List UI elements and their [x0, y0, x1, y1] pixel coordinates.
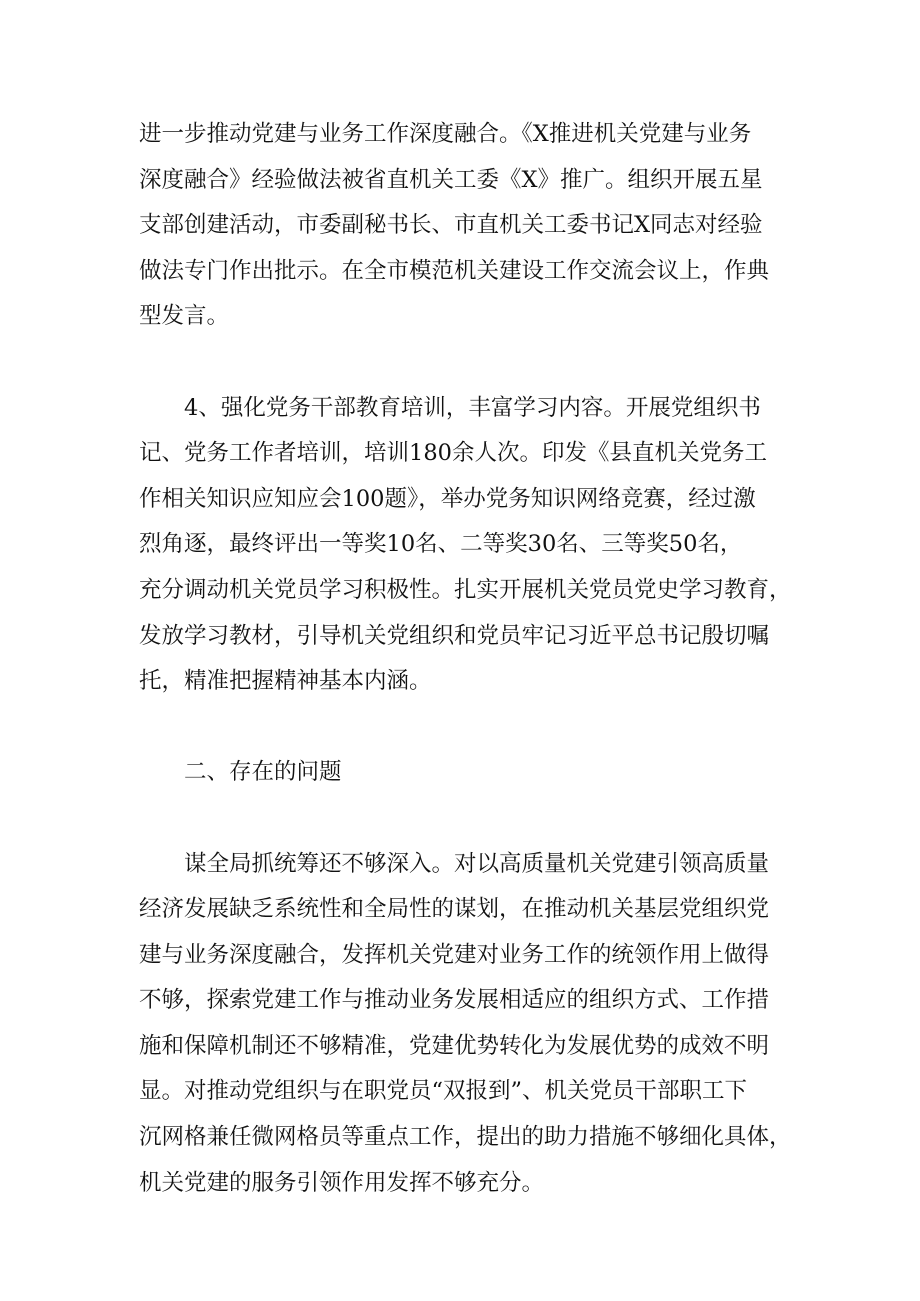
- text-line: 不够，探索党建工作与推动业务发展相适应的组织方式、工作措: [139, 987, 770, 1014]
- text-line: 作相关知识应知应会100题》，举办党务知识网络竞赛，经过激: [139, 485, 756, 512]
- text-line: 谋全局抓统筹还不够深入。对以高质量机关党建引领高质量: [184, 850, 770, 877]
- text-line: 施和保障机制还不够精准，党建优势转化为发展优势的成效不明: [139, 1032, 770, 1059]
- paragraph-spacer: [139, 705, 799, 751]
- text-line: 4、强化党务干部教育培训，丰富学习内容。开展党组织书: [184, 394, 761, 421]
- paragraph-spacer: [139, 340, 799, 386]
- text-line: 深度融合》经验做法被省直机关工委《X》推广。组织开展五星: [139, 166, 763, 193]
- text-line: 型发言。: [139, 303, 230, 330]
- text-line: 进一步推动党建与业务工作深度融合。《X推进机关党建与业务: [139, 121, 752, 147]
- section-heading: 二、存在的问题: [184, 759, 342, 786]
- text-line: 支部创建活动，市委副秘书长、市直机关工委书记X同志对经验: [139, 212, 763, 239]
- text-line: 显。对推动党组织与在职党员“双报到”、机关党员干部职工下: [139, 1078, 748, 1105]
- text-line: 记、党务工作者培训，培训180余人次。印发《县直机关党务工: [139, 440, 767, 467]
- paragraph-party-building-integration: [139, 112, 799, 340]
- paragraph-spacer: [139, 796, 799, 842]
- section-heading-problems: [139, 750, 799, 796]
- text-line: 建与业务深度融合，发挥机关党建对业务工作的统领作用上做得: [139, 941, 770, 968]
- paragraph-training: [139, 386, 799, 705]
- document-body: [139, 112, 799, 1206]
- text-line: 充分调动机关党员学习积极性。扎实开展机关党员党史学习教育，: [139, 576, 792, 603]
- text-line: 经济发展缺乏系统性和全局性的谋划，在推动机关基层党组织党: [139, 896, 770, 923]
- text-line: 机关党建的服务引领作用发挥不够充分。: [139, 1169, 545, 1196]
- paragraph-overall-planning: [139, 842, 799, 1207]
- text-line: 发放学习教材，引导机关党组织和党员牢记习近平总书记殷切嘱: [139, 622, 770, 649]
- text-line: 烈角逐，最终评出一等奖10名、二等奖30名、三等奖50名，: [139, 531, 743, 558]
- text-line: 做法专门作出批示。在全市模范机关建设工作交流会议上，作典: [139, 257, 770, 284]
- text-line: 托，精准把握精神基本内涵。: [139, 668, 432, 695]
- text-line: 沉网格兼任微网格员等重点工作，提出的助力措施不够细化具体，: [139, 1124, 792, 1151]
